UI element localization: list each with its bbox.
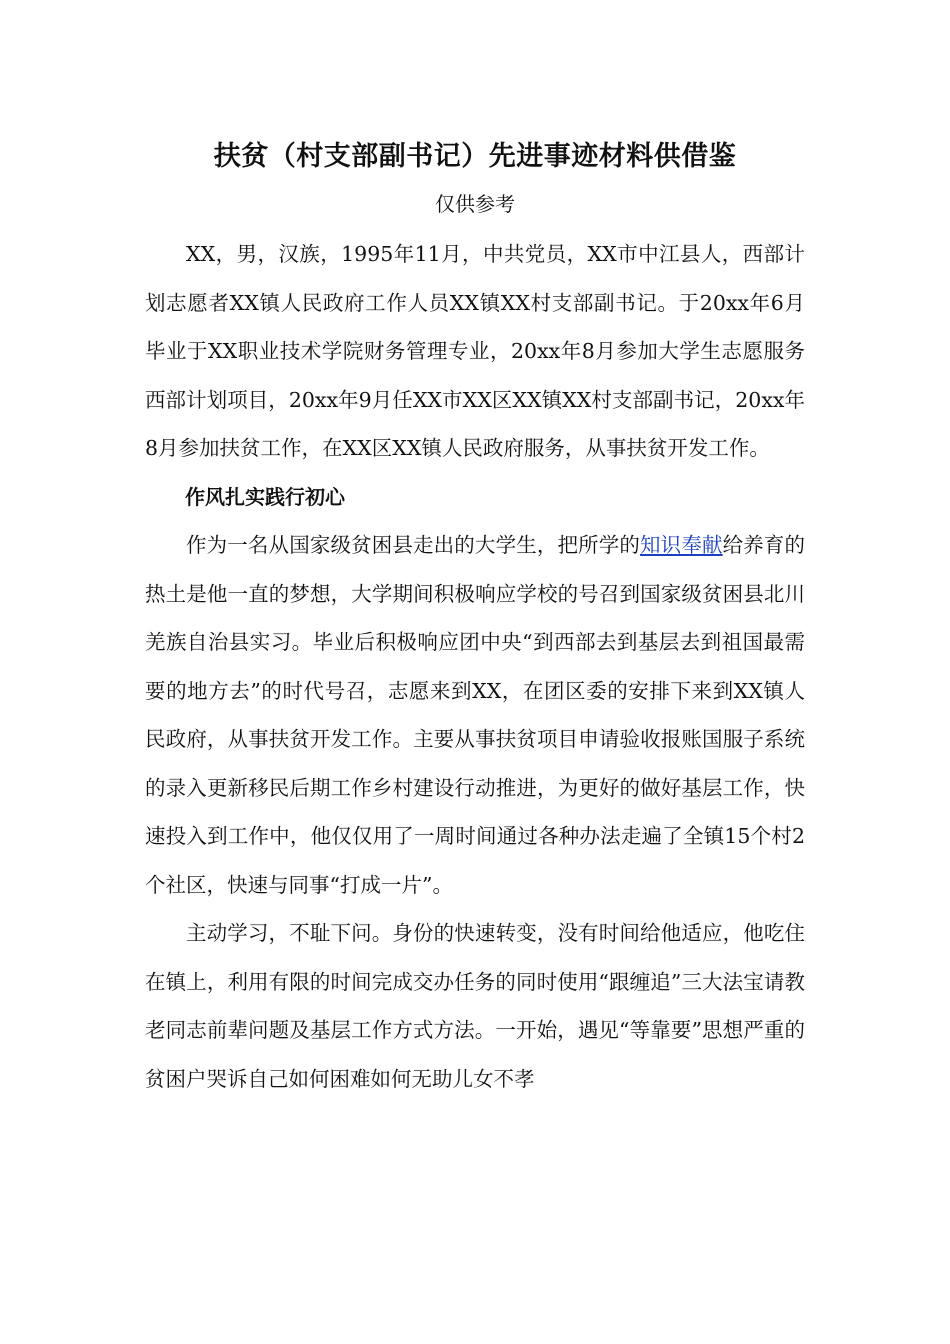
paragraph-1-text-a: 作为一名从国家级贫困县走出的大学生，把所学的: [186, 533, 641, 557]
document-body: [145, 230, 805, 1103]
paragraph-2: 主动学习，不耻下问。身份的快速转变，没有时间给他适应，他吃住在镇上，利用有限的时间完成交办任务的同时使用“跟缠追”三大法宝请教老同志前辈问题及基层工作方式方法。一开始，遇见“等靠要”思想严重的贫困户哭诉自己如何困难如何无助儿女不孝: [145, 921, 805, 1091]
paragraph-1-text-b: 给养育的热土是他一直的梦想，大学期间积极响应学校的号召到国家级贫困县北川羌族自治县实习。毕业后积极响应团中央“到西部去到基层去到祖国最需要的地方去”的时代号召，志愿来到XX，在团区委的安排下来到XX镇人民政府，从事扶贫开发工作。主要从事扶贫项目申请验收报账国服子系统的录入更新移民后期工作乡村建设行动推进，为更好的做好基层工作，快速投入到工作中，他仅仅用了一周时间通过各种办法走遍了全镇15个村2个社区，快速与同事“打成一片”。: [145, 533, 806, 897]
document-title: 扶贫（村支部副书记）先进事迹材料供借鉴: [213, 141, 737, 172]
intro-paragraph: XX，男，汉族，1995年11月，中共党员，XX市中江县人，西部计划志愿者XX镇人民政府工作人员XX镇XX村支部副书记。于20xx年6月毕业于XX职业技术学院财务管理专业，20xx年8月参加大学生志愿服务西部计划项目，20xx年9月任XX市XX区XX镇XX村支部副书记，20xx年8月参加扶贫工作，在XX区XX镇人民政府服务，从事扶贫开发工作。: [145, 242, 805, 460]
document-subtitle: 仅供参考: [435, 192, 515, 216]
paragraph-1: [145, 521, 805, 909]
section-heading: 作风扎实践行初心: [185, 484, 345, 509]
knowledge-link[interactable]: 知识奉献: [640, 533, 723, 557]
